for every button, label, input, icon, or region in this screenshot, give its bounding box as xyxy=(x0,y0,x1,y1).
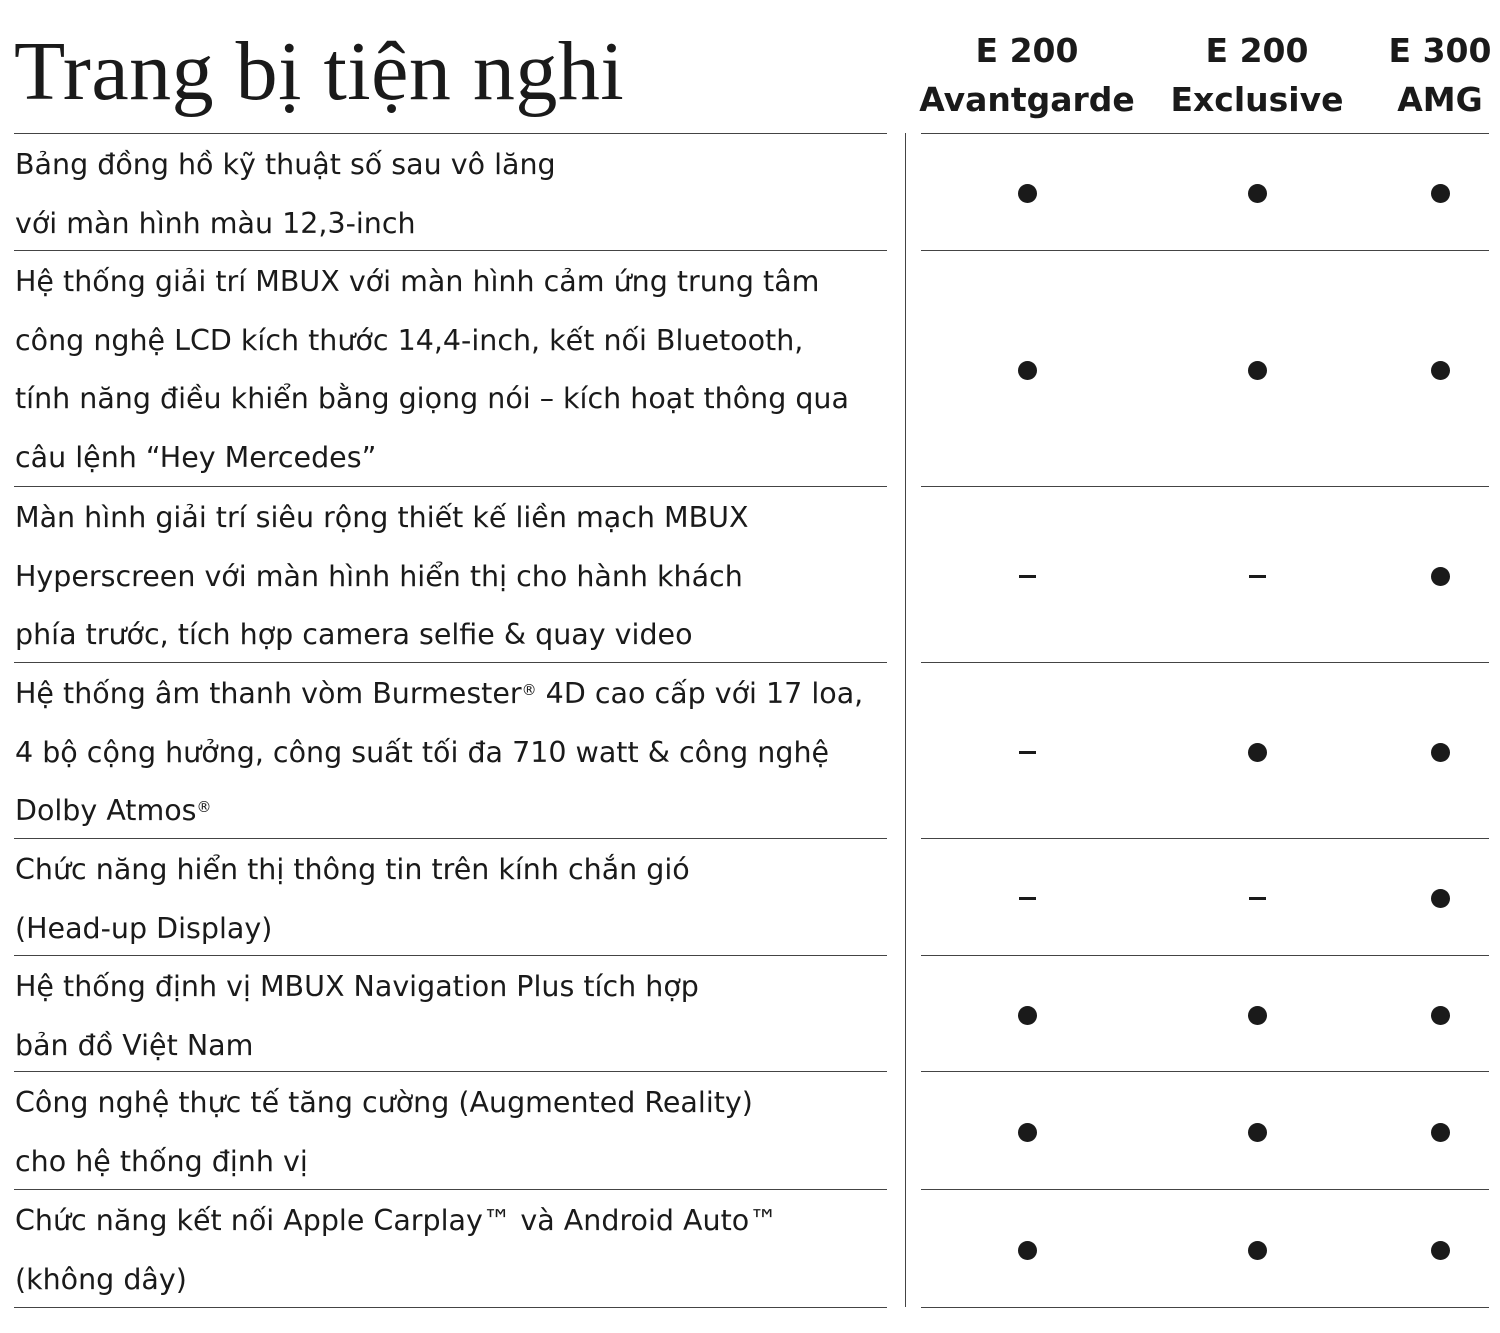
dot-shape xyxy=(1248,184,1267,203)
not-available-dash-icon xyxy=(1007,879,1047,919)
feature-label-line: Bảng đồng hồ kỹ thuật số sau vô lăng xyxy=(15,148,556,181)
column-divider xyxy=(905,133,906,1307)
row-divider xyxy=(921,662,1489,663)
row-divider xyxy=(14,955,887,956)
row-divider xyxy=(14,486,887,487)
dot-shape xyxy=(1018,361,1037,380)
feature-label xyxy=(15,958,885,1075)
dot-shape xyxy=(1248,1006,1267,1025)
dot-shape xyxy=(1431,889,1450,908)
feature-label-line: Chức năng hiển thị thông tin trên kính chắn gió xyxy=(15,853,690,886)
feature-label xyxy=(15,841,885,958)
feature-label-line: 4 bộ cộng hưởng, công suất tối đa 710 watt & công nghệ xyxy=(15,735,830,769)
row-divider xyxy=(921,250,1489,251)
feature-label xyxy=(15,665,885,841)
available-dot-icon xyxy=(1420,1230,1460,1270)
dash-shape xyxy=(1019,575,1036,578)
page-title: Trang bị tiện nghi xyxy=(14,25,625,118)
feature-label-line: câu lệnh “Hey Mercedes” xyxy=(15,441,377,475)
feature-label-line: Màn hình giải trí siêu rộng thiết kế liền mạch MBUX xyxy=(15,501,749,534)
row-divider xyxy=(14,1071,887,1072)
dot-shape xyxy=(1018,184,1037,203)
row-divider xyxy=(921,1189,1489,1190)
feature-label-line: Dolby Atmos® xyxy=(15,794,212,828)
feature-label-line: Hệ thống âm thanh vòm Burmester® 4D cao cấp với 17 loa, xyxy=(15,677,864,710)
dash-shape xyxy=(1249,897,1266,900)
dot-shape xyxy=(1431,184,1450,203)
feature-label-line: với màn hình màu 12,3-inch xyxy=(15,206,416,240)
not-available-dash-icon xyxy=(1237,879,1277,919)
row-divider xyxy=(921,1307,1489,1308)
dot-shape xyxy=(1248,743,1267,762)
available-dot-icon xyxy=(1007,1230,1047,1270)
available-dot-icon xyxy=(1237,350,1277,390)
available-dot-icon xyxy=(1237,732,1277,772)
column-header-model: E 200 xyxy=(1205,31,1309,70)
available-dot-icon xyxy=(1237,995,1277,1035)
dot-shape xyxy=(1431,1006,1450,1025)
available-dot-icon xyxy=(1237,1230,1277,1270)
available-dot-icon xyxy=(1237,174,1277,214)
feature-label-line: Hệ thống định vị MBUX Navigation Plus tích hợp xyxy=(15,970,699,1003)
feature-label xyxy=(15,253,885,488)
dot-shape xyxy=(1018,1006,1037,1025)
row-divider xyxy=(921,955,1489,956)
available-dot-icon xyxy=(1420,1112,1460,1152)
column-header-model: E 300 xyxy=(1388,31,1492,70)
feature-label-line: phía trước, tích hợp camera selfie & quay video xyxy=(15,618,693,652)
available-dot-icon xyxy=(1420,556,1460,596)
dot-shape xyxy=(1431,567,1450,586)
dot-shape xyxy=(1431,1241,1450,1260)
row-divider xyxy=(14,838,887,839)
column-header-1 xyxy=(907,26,1147,124)
feature-label-line: cho hệ thống định vị xyxy=(15,1144,308,1178)
feature-label xyxy=(15,489,885,665)
dash-shape xyxy=(1249,575,1266,578)
feature-label-line: (Head-up Display) xyxy=(15,911,273,945)
available-dot-icon xyxy=(1007,1112,1047,1152)
column-header-variant: AMG xyxy=(1397,80,1483,119)
available-dot-icon xyxy=(1237,1112,1277,1152)
feature-label xyxy=(15,136,885,253)
not-available-dash-icon xyxy=(1237,556,1277,596)
available-dot-icon xyxy=(1007,350,1047,390)
column-header-3 xyxy=(1320,26,1500,124)
feature-label-line: bản đồ Việt Nam xyxy=(15,1028,254,1062)
feature-label-line: công nghệ LCD kích thước 14,4-inch, kết nối Bluetooth, xyxy=(15,323,804,357)
available-dot-icon xyxy=(1007,174,1047,214)
feature-label-line: Chức năng kết nối Apple Carplay™ và Android Auto™ xyxy=(15,1204,778,1237)
feature-label-line: tính năng điều khiển bằng giọng nói – kích hoạt thông qua xyxy=(15,382,849,416)
dot-shape xyxy=(1248,1241,1267,1260)
dot-shape xyxy=(1018,1123,1037,1142)
row-divider xyxy=(14,250,887,251)
row-divider xyxy=(14,133,887,134)
dash-shape xyxy=(1019,897,1036,900)
row-divider xyxy=(14,1307,887,1308)
column-header-model: E 200 xyxy=(975,31,1079,70)
dot-shape xyxy=(1248,1123,1267,1142)
available-dot-icon xyxy=(1420,350,1460,390)
not-available-dash-icon xyxy=(1007,556,1047,596)
row-divider xyxy=(921,838,1489,839)
row-divider xyxy=(921,486,1489,487)
available-dot-icon xyxy=(1420,995,1460,1035)
dot-shape xyxy=(1431,743,1450,762)
dot-shape xyxy=(1431,361,1450,380)
available-dot-icon xyxy=(1420,732,1460,772)
available-dot-icon xyxy=(1420,879,1460,919)
available-dot-icon xyxy=(1007,995,1047,1035)
dot-shape xyxy=(1248,361,1267,380)
column-header-variant: Avantgarde xyxy=(919,80,1135,119)
row-divider xyxy=(14,662,887,663)
feature-label-line: Hệ thống giải trí MBUX với màn hình cảm ứng trung tâm xyxy=(15,265,820,298)
dot-shape xyxy=(1018,1241,1037,1260)
row-divider xyxy=(14,1189,887,1190)
row-divider xyxy=(921,1071,1489,1072)
feature-label-line: Hyperscreen với màn hình hiển thị cho hành khách xyxy=(15,559,743,593)
column-header-variant: Exclusive xyxy=(1170,80,1344,119)
feature-label-line: Công nghệ thực tế tăng cường (Augmented Reality) xyxy=(15,1086,753,1119)
feature-label xyxy=(15,1074,885,1191)
dash-shape xyxy=(1019,751,1036,754)
available-dot-icon xyxy=(1420,174,1460,214)
not-available-dash-icon xyxy=(1007,732,1047,772)
row-divider xyxy=(921,133,1489,134)
dot-shape xyxy=(1431,1123,1450,1142)
feature-label xyxy=(15,1192,885,1309)
feature-label-line: (không dây) xyxy=(15,1262,187,1296)
